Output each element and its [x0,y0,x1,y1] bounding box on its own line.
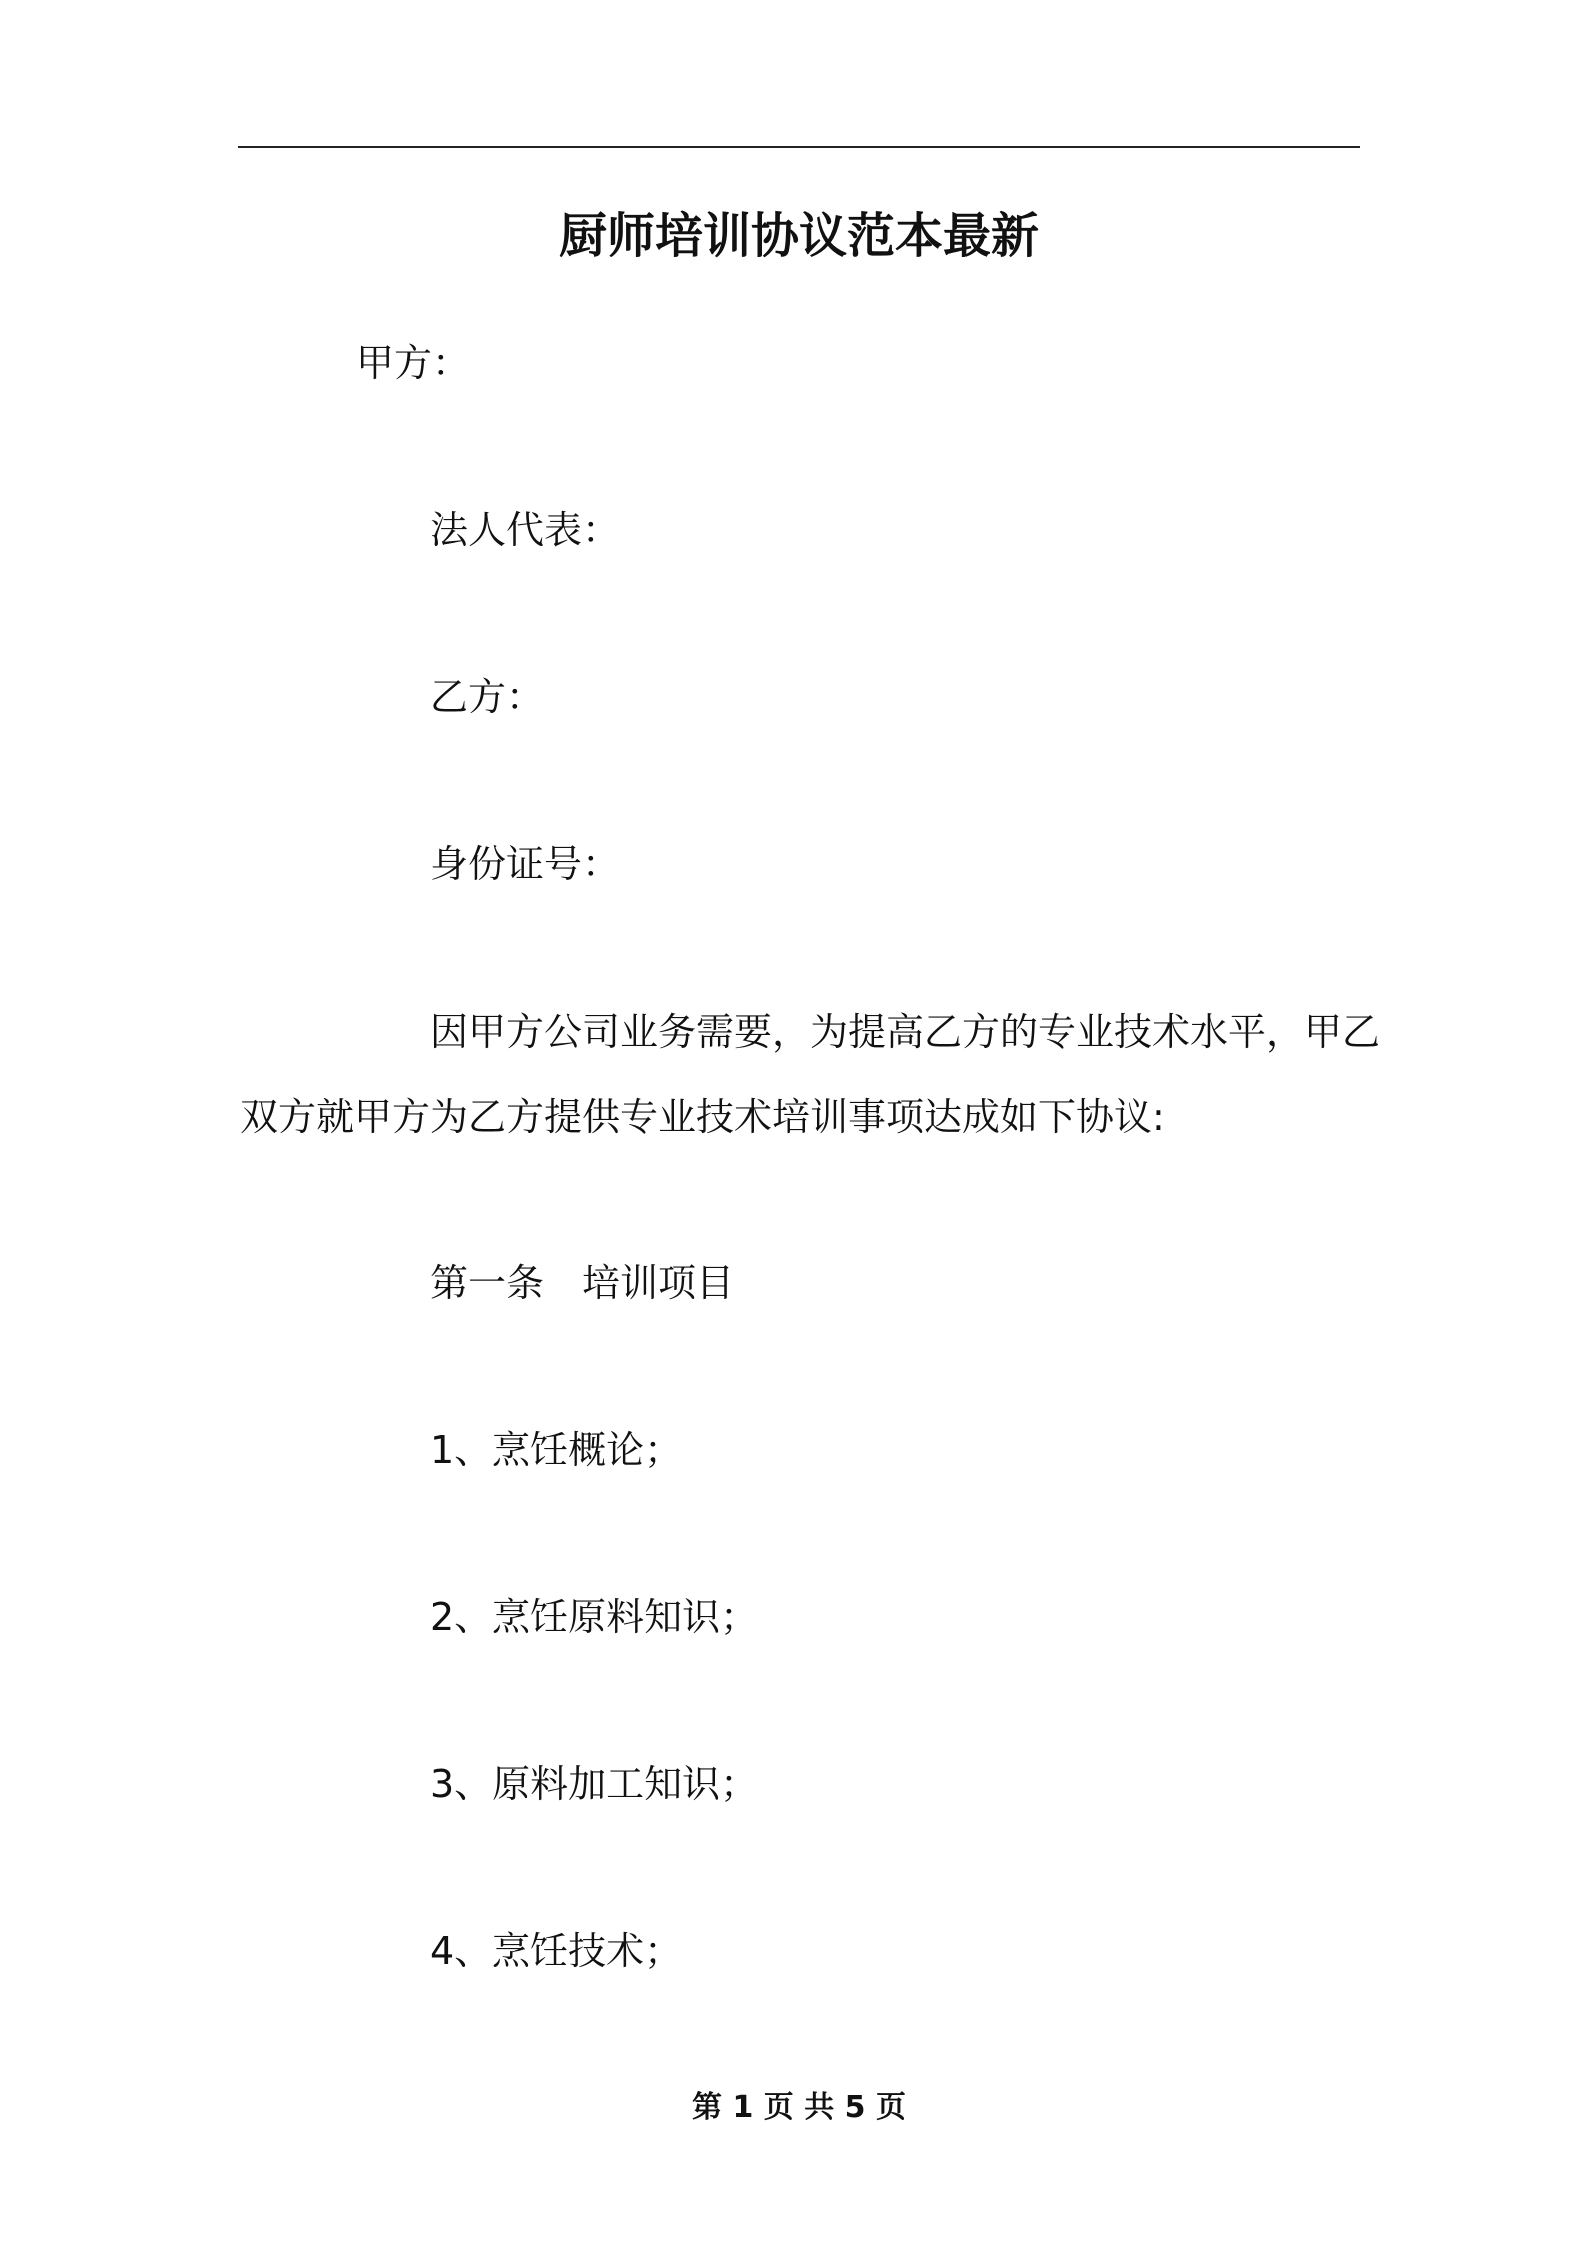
training-item: 4、烹饪技术； [430,1929,683,1973]
id-number-field: 身份证号： [430,842,621,886]
header-rule [238,146,1360,148]
article-heading: 第一条 培训项目 [430,1261,735,1305]
party-a-field: 甲方： [356,341,471,385]
page-number-footer: 第 1 页 共 5 页 [692,2090,906,2125]
legal-representative-field: 法人代表： [430,508,621,552]
party-b-field: 乙方： [430,675,545,719]
document-title: 厨师培训协议范本最新 [558,208,1039,264]
intro-paragraph-line-2: 双方就甲方为乙方提供专业技术培训事项达成如下协议: [240,1095,1165,1139]
training-item: 2、烹饪原料知识； [430,1595,759,1639]
intro-paragraph-line-1: 因甲方公司业务需要，为提高乙方的专业技术水平，甲乙 [430,1010,1381,1054]
training-item: 1、烹饪概论； [430,1428,683,1472]
training-item: 3、原料加工知识； [430,1762,759,1806]
